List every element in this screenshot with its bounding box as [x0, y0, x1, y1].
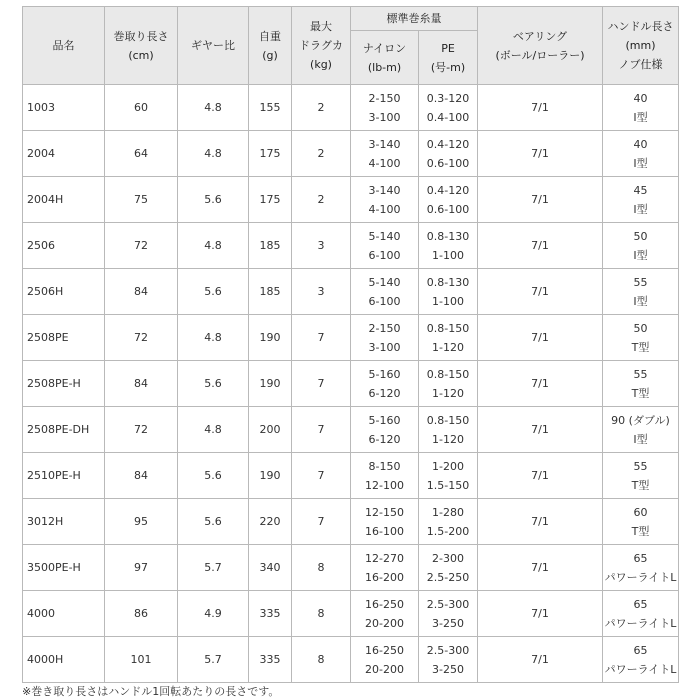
pe-capacity-cell [419, 269, 478, 315]
winding-length-cell: 84 [105, 269, 178, 315]
gear-ratio-cell: 4.8 [178, 131, 249, 177]
nylon-capacity-cell-line: 12-150 [365, 505, 404, 519]
handle-length-cell [603, 499, 679, 545]
nylon-capacity-cell [351, 315, 419, 361]
handle-length-cell-line: I型 [633, 294, 648, 308]
table-row [23, 637, 679, 683]
spec-table-container [22, 6, 678, 683]
handle-length-cell-line: 65 [633, 643, 648, 657]
nylon-capacity-cell [351, 361, 419, 407]
nylon-capacity-cell [351, 177, 419, 223]
nylon-capacity-cell-line: 8-150 [368, 459, 401, 473]
pe-capacity-cell-line: 1.5-150 [426, 478, 470, 492]
weight-cell: 335 [249, 591, 292, 637]
nylon-capacity-cell-line: 20-200 [365, 616, 404, 630]
weight-cell: 175 [249, 177, 292, 223]
nylon-capacity-cell-line: 4-100 [368, 156, 401, 170]
header-gear-ratio: ギヤー比 [178, 7, 249, 85]
pe-capacity-cell-line: 1.5-200 [426, 524, 470, 538]
header-line-capacity: 標準巻糸量 [351, 7, 478, 31]
pe-capacity-cell-line: 0.3-120 [426, 91, 470, 105]
nylon-capacity-cell-line: 6-120 [368, 432, 401, 446]
handle-length-cell-line: 50 [633, 321, 648, 335]
handle-length-cell-line: T型 [631, 524, 650, 538]
model-name-cell: 2506 [23, 223, 105, 269]
nylon-capacity-cell-line: 2-150 [368, 91, 401, 105]
winding-length-cell: 97 [105, 545, 178, 591]
weight-cell: 220 [249, 499, 292, 545]
weight-cell: 185 [249, 269, 292, 315]
pe-capacity-cell [419, 407, 478, 453]
header-max-drag: 最大 ドラグカ (kg) [292, 7, 351, 85]
pe-capacity-cell [419, 637, 478, 683]
pe-capacity-cell [419, 177, 478, 223]
header-nylon: ナイロン (lb-m) [351, 31, 419, 85]
model-name-cell: 2508PE-H [23, 361, 105, 407]
pe-capacity-cell-line: 2.5-250 [426, 570, 470, 584]
bearing-cell: 7/1 [478, 499, 603, 545]
nylon-capacity-cell-line: 6-100 [368, 294, 401, 308]
pe-capacity-cell [419, 361, 478, 407]
model-name-cell: 2004 [23, 131, 105, 177]
gear-ratio-cell: 5.7 [178, 637, 249, 683]
handle-length-cell [603, 637, 679, 683]
handle-length-cell-line: 55 [633, 367, 648, 381]
footnote: ※巻き取り長さはハンドル1回転あたりの長さです。 [22, 685, 280, 698]
nylon-capacity-cell-line: 6-100 [368, 248, 401, 262]
max-drag-cell: 3 [292, 223, 351, 269]
header-name: 品名 [23, 7, 105, 85]
weight-cell: 190 [249, 361, 292, 407]
gear-ratio-cell: 4.9 [178, 591, 249, 637]
pe-capacity-cell-line: 2.5-300 [426, 597, 470, 611]
handle-length-cell-line: T型 [631, 478, 650, 492]
header-weight: 自重 (g) [249, 7, 292, 85]
pe-capacity-cell-line: 1-200 [432, 459, 464, 473]
gear-ratio-cell: 4.8 [178, 407, 249, 453]
table-row [23, 545, 679, 591]
table-header [23, 7, 679, 85]
weight-cell: 190 [249, 453, 292, 499]
handle-length-cell-line: 40 [633, 91, 648, 105]
pe-capacity-cell-line: 0.8-150 [426, 367, 470, 381]
pe-capacity-cell-line: 3-250 [432, 662, 464, 676]
table-row [23, 499, 679, 545]
table-row [23, 453, 679, 499]
handle-length-cell-line: 45 [633, 183, 648, 197]
max-drag-cell: 3 [292, 269, 351, 315]
handle-length-cell [603, 223, 679, 269]
bearing-cell: 7/1 [478, 315, 603, 361]
max-drag-cell: 8 [292, 591, 351, 637]
winding-length-cell: 64 [105, 131, 178, 177]
max-drag-cell: 2 [292, 85, 351, 131]
pe-capacity-cell [419, 499, 478, 545]
nylon-capacity-cell [351, 131, 419, 177]
pe-capacity-cell-line: 0.8-130 [426, 229, 470, 243]
model-name-cell: 2508PE-DH [23, 407, 105, 453]
nylon-capacity-cell-line: 2-150 [368, 321, 401, 335]
nylon-capacity-cell-line: 20-200 [365, 662, 404, 676]
bearing-cell: 7/1 [478, 177, 603, 223]
winding-length-cell: 60 [105, 85, 178, 131]
pe-capacity-cell-line: 0.4-120 [426, 183, 470, 197]
pe-capacity-cell-line: 1-120 [432, 432, 464, 446]
winding-length-cell: 72 [105, 315, 178, 361]
handle-length-cell-line: I型 [633, 202, 648, 216]
handle-length-cell-line: I型 [633, 432, 648, 446]
nylon-capacity-cell [351, 407, 419, 453]
nylon-capacity-cell [351, 545, 419, 591]
header-bearing: ベアリング (ボール/ローラー) [478, 7, 603, 85]
handle-length-cell-line: I型 [633, 156, 648, 170]
nylon-capacity-cell-line: 12-270 [365, 551, 404, 565]
bearing-cell: 7/1 [478, 637, 603, 683]
model-name-cell: 4000H [23, 637, 105, 683]
nylon-capacity-cell-line: 5-160 [368, 413, 401, 427]
bearing-cell: 7/1 [478, 407, 603, 453]
handle-length-cell-line: 55 [633, 459, 648, 473]
handle-length-cell [603, 545, 679, 591]
nylon-capacity-cell-line: 3-100 [368, 340, 401, 354]
max-drag-cell: 7 [292, 499, 351, 545]
handle-length-cell-line: 55 [633, 275, 648, 289]
handle-length-cell [603, 315, 679, 361]
pe-capacity-cell [419, 591, 478, 637]
nylon-capacity-cell-line: 16-200 [365, 570, 404, 584]
gear-ratio-cell: 4.8 [178, 223, 249, 269]
max-drag-cell: 7 [292, 315, 351, 361]
table-row [23, 591, 679, 637]
table-row [23, 361, 679, 407]
weight-cell: 185 [249, 223, 292, 269]
nylon-capacity-cell [351, 269, 419, 315]
handle-length-cell-line: 90 (ダブル) [611, 413, 670, 427]
table-row [23, 269, 679, 315]
winding-length-cell: 75 [105, 177, 178, 223]
table-row [23, 85, 679, 131]
model-name-cell: 2506H [23, 269, 105, 315]
nylon-capacity-cell [351, 453, 419, 499]
table-row [23, 315, 679, 361]
nylon-capacity-cell-line: 5-160 [368, 367, 401, 381]
table-row [23, 407, 679, 453]
nylon-capacity-cell-line: 16-100 [365, 524, 404, 538]
pe-capacity-cell [419, 85, 478, 131]
pe-capacity-cell-line: 1-280 [432, 505, 464, 519]
winding-length-cell: 72 [105, 223, 178, 269]
pe-capacity-cell [419, 223, 478, 269]
table-row [23, 223, 679, 269]
nylon-capacity-cell-line: 5-140 [368, 229, 401, 243]
weight-cell: 335 [249, 637, 292, 683]
winding-length-cell: 84 [105, 361, 178, 407]
nylon-capacity-cell-line: 3-100 [368, 110, 401, 124]
winding-length-cell: 86 [105, 591, 178, 637]
nylon-capacity-cell-line: 4-100 [368, 202, 401, 216]
handle-length-cell [603, 269, 679, 315]
table-row [23, 131, 679, 177]
bearing-cell: 7/1 [478, 223, 603, 269]
pe-capacity-cell-line: 3-250 [432, 616, 464, 630]
pe-capacity-cell [419, 131, 478, 177]
bearing-cell: 7/1 [478, 85, 603, 131]
model-name-cell: 2510PE-H [23, 453, 105, 499]
pe-capacity-cell-line: 0.4-100 [426, 110, 470, 124]
table-row [23, 177, 679, 223]
nylon-capacity-cell [351, 85, 419, 131]
max-drag-cell: 7 [292, 361, 351, 407]
handle-length-cell [603, 131, 679, 177]
handle-length-cell-line: 60 [633, 505, 648, 519]
bearing-cell: 7/1 [478, 269, 603, 315]
model-name-cell: 1003 [23, 85, 105, 131]
handle-length-cell-line: I型 [633, 248, 648, 262]
reel-spec-table [22, 6, 679, 683]
winding-length-cell: 101 [105, 637, 178, 683]
table-body [23, 85, 679, 683]
model-name-cell: 2004H [23, 177, 105, 223]
handle-length-cell-line: パワーライトL [604, 616, 677, 630]
bearing-cell: 7/1 [478, 131, 603, 177]
model-name-cell: 4000 [23, 591, 105, 637]
weight-cell: 340 [249, 545, 292, 591]
header-handle-length: ハンドル長さ (mm) ノブ仕様 [603, 7, 679, 85]
handle-length-cell [603, 591, 679, 637]
gear-ratio-cell: 5.6 [178, 361, 249, 407]
model-name-cell: 2508PE [23, 315, 105, 361]
gear-ratio-cell: 4.8 [178, 315, 249, 361]
pe-capacity-cell-line: 1-100 [432, 294, 464, 308]
nylon-capacity-cell [351, 637, 419, 683]
weight-cell: 200 [249, 407, 292, 453]
handle-length-cell [603, 407, 679, 453]
nylon-capacity-cell-line: 6-120 [368, 386, 401, 400]
nylon-capacity-cell-line: 16-250 [365, 643, 404, 657]
pe-capacity-cell-line: 0.6-100 [426, 202, 470, 216]
max-drag-cell: 2 [292, 131, 351, 177]
pe-capacity-cell-line: 2-300 [432, 551, 464, 565]
gear-ratio-cell: 5.6 [178, 177, 249, 223]
handle-length-cell-line: 50 [633, 229, 648, 243]
handle-length-cell-line: 40 [633, 137, 648, 151]
pe-capacity-cell-line: 0.6-100 [426, 156, 470, 170]
weight-cell: 155 [249, 85, 292, 131]
nylon-capacity-cell [351, 499, 419, 545]
bearing-cell: 7/1 [478, 545, 603, 591]
nylon-capacity-cell-line: 5-140 [368, 275, 401, 289]
weight-cell: 175 [249, 131, 292, 177]
gear-ratio-cell: 5.7 [178, 545, 249, 591]
max-drag-cell: 8 [292, 545, 351, 591]
gear-ratio-cell: 5.6 [178, 499, 249, 545]
bearing-cell: 7/1 [478, 591, 603, 637]
handle-length-cell-line: T型 [631, 386, 650, 400]
pe-capacity-cell-line: 0.8-130 [426, 275, 470, 289]
handle-length-cell [603, 177, 679, 223]
nylon-capacity-cell [351, 223, 419, 269]
pe-capacity-cell-line: 1-120 [432, 340, 464, 354]
handle-length-cell-line: I型 [633, 110, 648, 124]
winding-length-cell: 84 [105, 453, 178, 499]
gear-ratio-cell: 4.8 [178, 85, 249, 131]
pe-capacity-cell [419, 315, 478, 361]
model-name-cell: 3500PE-H [23, 545, 105, 591]
winding-length-cell: 95 [105, 499, 178, 545]
nylon-capacity-cell-line: 12-100 [365, 478, 404, 492]
handle-length-cell [603, 361, 679, 407]
pe-capacity-cell [419, 545, 478, 591]
max-drag-cell: 7 [292, 453, 351, 499]
pe-capacity-cell-line: 0.4-120 [426, 137, 470, 151]
handle-length-cell-line: 65 [633, 551, 648, 565]
max-drag-cell: 7 [292, 407, 351, 453]
bearing-cell: 7/1 [478, 361, 603, 407]
handle-length-cell [603, 85, 679, 131]
pe-capacity-cell-line: 0.8-150 [426, 321, 470, 335]
model-name-cell: 3012H [23, 499, 105, 545]
handle-length-cell-line: 65 [633, 597, 648, 611]
pe-capacity-cell-line: 1-100 [432, 248, 464, 262]
max-drag-cell: 2 [292, 177, 351, 223]
gear-ratio-cell: 5.6 [178, 453, 249, 499]
nylon-capacity-cell-line: 3-140 [368, 183, 401, 197]
pe-capacity-cell-line: 0.8-150 [426, 413, 470, 427]
handle-length-cell [603, 453, 679, 499]
max-drag-cell: 8 [292, 637, 351, 683]
handle-length-cell-line: パワーライトL [604, 570, 677, 584]
handle-length-cell-line: T型 [631, 340, 650, 354]
nylon-capacity-cell [351, 591, 419, 637]
header-pe: PE (号-m) [419, 31, 478, 85]
pe-capacity-cell-line: 1-120 [432, 386, 464, 400]
winding-length-cell: 72 [105, 407, 178, 453]
pe-capacity-cell-line: 2.5-300 [426, 643, 470, 657]
gear-ratio-cell: 5.6 [178, 269, 249, 315]
handle-length-cell-line: パワーライトL [604, 662, 677, 676]
nylon-capacity-cell-line: 3-140 [368, 137, 401, 151]
pe-capacity-cell [419, 453, 478, 499]
header-winding-length: 巻取り長さ (cm) [105, 7, 178, 85]
nylon-capacity-cell-line: 16-250 [365, 597, 404, 611]
bearing-cell: 7/1 [478, 453, 603, 499]
weight-cell: 190 [249, 315, 292, 361]
